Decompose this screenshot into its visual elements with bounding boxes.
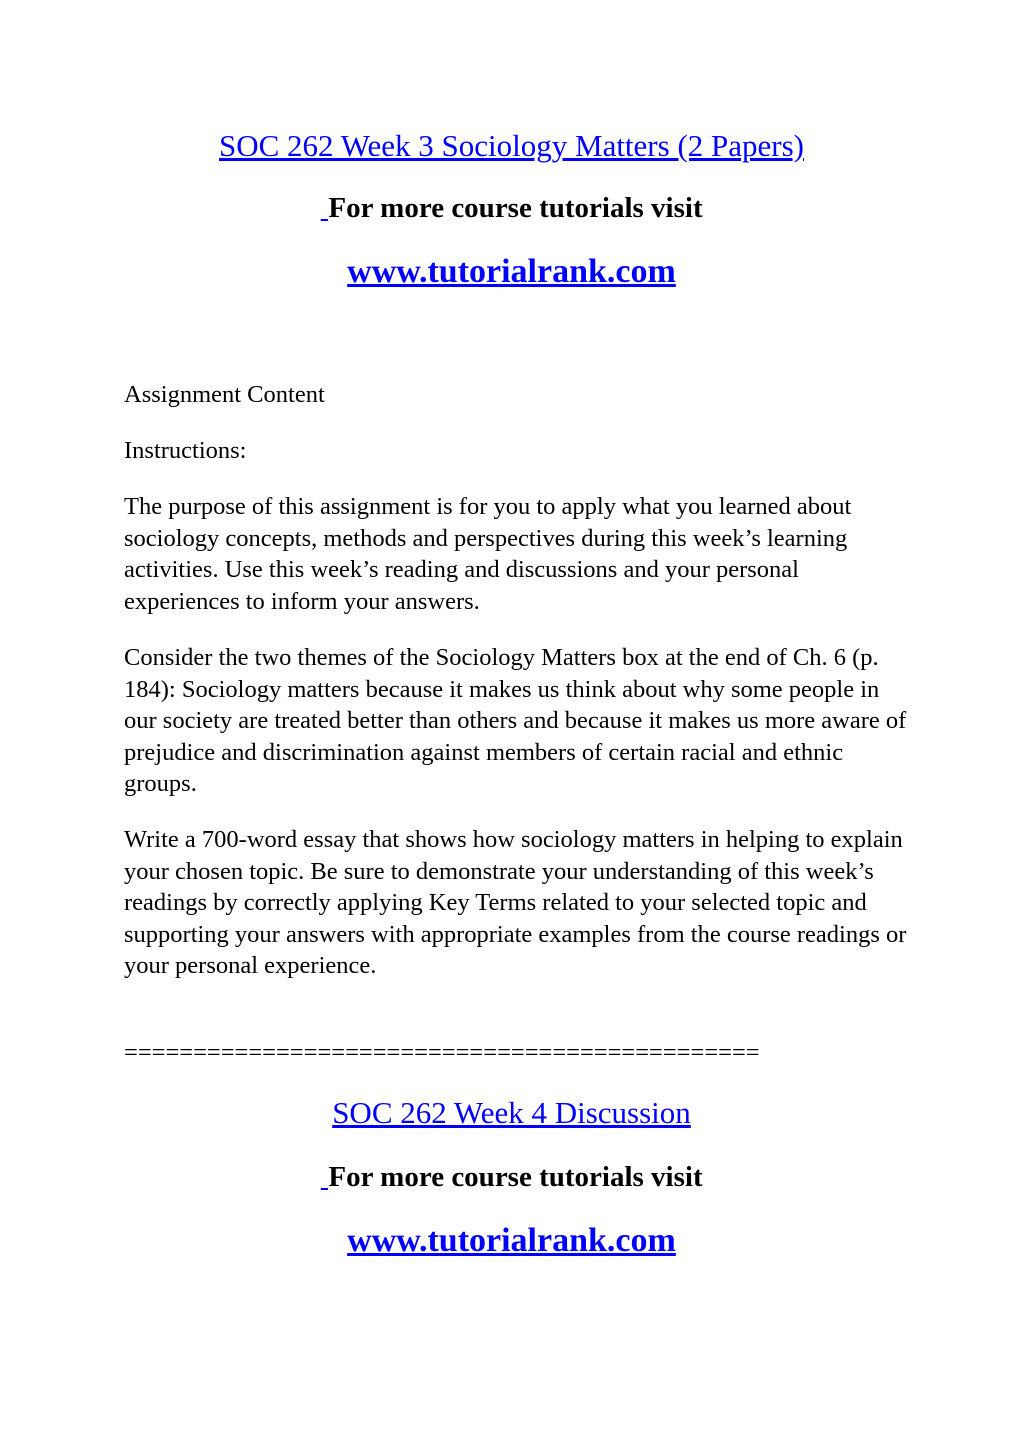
site-link[interactable]: www.tutorialrank.com [347, 253, 676, 290]
visit-line [0, 191, 1023, 225]
title-block-2 [0, 1095, 1023, 1131]
site-block-2 [0, 1221, 1023, 1261]
site-link-2[interactable]: www.tutorialrank.com [347, 1222, 676, 1259]
paragraph-purpose: The purpose of this assignment is for you to apply what you learned about sociology concepts, methods and perspectives during this week’s learning activities. Use this week’s reading and discussions and your personal experiences to inform your answers. [124, 493, 852, 615]
course-title-link[interactable]: SOC 262 Week 3 Sociology Matters (2 Papers) [218, 128, 804, 163]
assignment-heading: Assignment Content [124, 381, 325, 408]
visit-line-2 [0, 1160, 1023, 1194]
paragraph-themes: Consider the two themes of the Sociology Matters box at the end of Ch. 6 (p. 184): Sociology matters because it makes us think about why some people in our society are treated better than others and because it makes us more aware of prejudice and discrimination against members of certain racial and ethnic groups. [124, 644, 907, 797]
paragraph-essay: Write a 700-word essay that shows how sociology matters in helping to explain your chosen topic. Be sure to demonstrate your understanding of this week’s readings by correctly applying Key Terms related to your selected topic and supporting your answers with appropriate examples from the course readings or your personal experience. [124, 826, 907, 979]
title-block [0, 128, 1023, 164]
instructions-label: Instructions: [124, 437, 247, 464]
separator-line: ============================================== [124, 1039, 760, 1066]
visit-text: For more course tutorials visit [328, 192, 703, 224]
visit-text-2: For more course tutorials visit [328, 1161, 703, 1193]
site-block [0, 252, 1023, 292]
discussion-title-link[interactable]: SOC 262 Week 4 Discussion [332, 1095, 691, 1130]
